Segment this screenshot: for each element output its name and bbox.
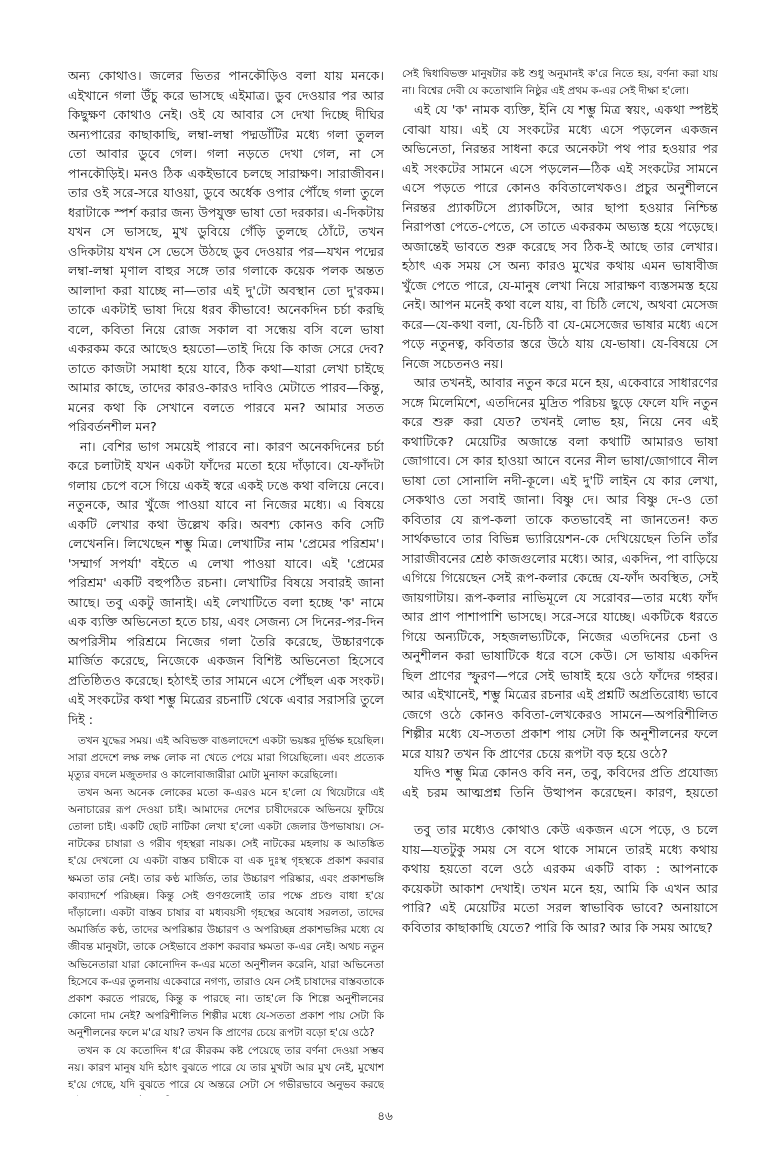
body-paragraph: তবু তার মধ্যেও কোথাও কেউ একজন এসে পড়ে, ও চলে যায়—যতটুকু সময় সে বসে থাকে সামনে তারই মধ্যে কথায় কথায় হয়তো বলে ওঠে এরকম একটি বাক্য : আপনাকে কয়েকটা আকাশ দেখাই। তখন মনে হয়, আমি কি এখন আর পারি? এই মেয়েটির মতো সরল স্বাভাবিক ভাবে? অনায়াসে কবিতার কাছাকাছি যেতে? পারি কি আর? আর কি সময় আছে? [402, 822, 718, 935]
quote-paragraph: তখন যুদ্ধের সময়। এই অবিভক্ত বাঙলাদেশে একটা ভয়ঙ্কর দুর্ভিক্ষ হয়েছিল। সারা প্রদেশে লক্ষ লক্ষ লোক না খেতে পেয়ে মারা গিয়েছিলো। এবং প্রত্যেক মৃত্যুর বদলে মজুতদার ও কালোবাজারীরা মোটা মুনাফা করেছিলো। [68, 735, 384, 782]
body-paragraph: না। বেশির ভাগ সময়েই পারবে না। কারণ অনেকদিনের চর্চা করে চলাটাই যখন একটা ফাঁদের মতো হয়ে দাঁড়াবে। যে-ফাঁদটা গলায় চেপে বসে গিয়ে একই স্বরে একই ঢঙে কথা বলিয়ে নেবে। নতুনকে, আর খুঁজে পাওয়া যাবে না নিজের মধ্যে। এ বিষয়ে একটি লেখার কথা উল্লেখ করি। অবশ্য কোনও কবি সেটি লেখেননি। লিখেছেন শম্ভু মিত্র। লেখাটির নাম 'প্রেমের পরিশ্রম'। 'সম্মার্গ সপর্যা' বইতে এ লেখা পাওয়া যাবে। এই 'প্রেমের পরিশ্রম' একটি বহুপঠিত রচনা। লেখাটির বিষয়ে সবারই জানা আছে। তবু একটু জানাই। এই লেখাটিতে বলা হচ্ছে 'ক' নামে এক ব্যক্তি অভিনেতা হতে চায়, এবং সেজন্য সে দিনের-পর-দিন অপরিসীম পরিশ্রমে নিজের গলা তৈরি করেছে, উচ্চারণকে মার্জিত করেছে, নিজেকে একজন বিশিষ্ট অভিনেতা হিসেবে প্রতিষ্ঠিতও করেছে। হঠাৎই তার সামনে এসে পৌঁছল এক সংকট। এই সংকটের কথা শম্ভু মিত্রের রচনাটি থেকে এবার সরাসরি তুলে দিই : [68, 438, 384, 727]
left-column [68, 66, 384, 1096]
right-column [402, 66, 718, 801]
quote-continuation: সেই দ্বিধাবিভক্ত মানুষটার কষ্ট শুধু অনুমানই ক'রে নিতে হয়, বর্ণনা করা যায় না। বিশ্বের দেবী যে কতোখানি নিষ্ঠুর এই প্রথম ক-এর সেই দীক্ষা হ'লো। [402, 68, 718, 98]
quote-paragraph: তখন অন্য অনেক লোকের মতো ক-এরও মনে হ'লো যে থিয়েটারে এই অনাচারের রূপ দেওয়া চাই। আমাদের দেশের চাষীদেরকে অভিনয়ে ফুটিয়ে তোলা চাই। একটি ছোট নাটিকা লেখা হ'লো একটা জেলার উপভাষায়। সে-নাটকের চাষারা ও গরীব গৃহস্থরা নায়ক। সেই নাটকের মহলায় ক আতঙ্কিত হ'য়ে দেখলো যে একটা বাস্তব চাষীকে বা এক দুঃস্থ গৃহস্থকে প্রকাশ করবার ক্ষমতা তার নেই। তার কণ্ঠ মার্জিত, তার উচ্চারণ পরিষ্কার, এবং প্রকাশভঙ্গি কাব্যাদর্শে পরিচ্ছন্ন। কিন্তু সেই গুণগুলোই তার পক্ষে প্রচণ্ড বাধা হ'য়ে দাঁড়ালো। একটা বাস্তব চাষার বা মধ্যবয়সী গৃহস্থের অবোধ সরলতা, তাদের অমার্জিত কণ্ঠ, তাদের অপরিষ্কার উচ্চারণ ও অপরিচ্ছন্ন প্রকাশভঙ্গির মধ্যে যে জীবন্ত মানুষটা, তাকে সেইভাবে প্রকাশ করবার ক্ষমতা ক-এর নেই। অথচ নতুন অভিনেতারা যারা কোনোদিন ক-এর মতো অনুশীলন করেনি, যারা অভিনেতা হিসেবে ক-এর তুলনায় একেবারে নগণ্য, তারাও যেন সেই চাষাদের বাস্তবতাকে প্রকাশ করতে পারছে, কিন্তু ক পারছে না। তাহ'লে কি শিল্পে অনুশীলনের কোনো দাম নেই? অপরিশীলিত শিল্পীর মধ্যে যে-সততা প্রকাশ পায় সেটা কি অনুশীলনের ফলে ম'রে যায়? তখন কি প্রাণের চেয়ে রূপটা বড়ো হ'য়ে ওঠে? [68, 786, 384, 1040]
block-quote [68, 733, 384, 1096]
right-column-closing [402, 820, 718, 1070]
body-paragraph: এই যে 'ক' নামক ব্যক্তি, ইনি যে শম্ভু মিত্র স্বয়ং, একথা স্পষ্টই বোঝা যায়। এই যে সংকটের মধ্যে এসে পড়লেন একজন অভিনেতা, নিরন্তর সাধনা করে অনেকটা পথ পার হওয়ার পর এই সংকটের সামনে এসে পড়লেন—ঠিক এই সংকটের সামনে এসে পড়তে পারে কোনও কবিতালেখকও। প্রচুর অনুশীলনে নিরন্তর প্র্যাকটিসে প্র্যাকটিসে, আর ছাপা হওয়ার নিশ্চিন্ত নিরাপত্তা পেতে-পেতে, সে তাতে একরকম অভ্যস্ত হয়ে পড়েছে। অজান্তেই ভাবতে শুরু করেছে সব ঠিক-ই আছে তার লেখার। হঠাৎ এক সময় সে অন্য কারও মুখের কথায় এমন ভাষাবীজ খুঁজে পেতে পারে, যে-মানুষ লেখা নিয়ে সারাক্ষণ ব্যস্তসমস্ত হয়ে নেই। আপন মনেই কথা বলে যায়, বা চিঠি লেখে, অথবা মেসেজ করে—যে-কথা বলা, যে-চিঠি বা যে-মেসেজের ভাষার মধ্যে এসে পড়ে নতুনত্ব, কবিতার স্তরে উঠে যায় যে-ভাষা। যে-বিষয়ে সে নিজে সচেতনও নয়। [402, 102, 718, 371]
page-number: ৪৬ [377, 1109, 393, 1123]
body-paragraph: আর তখনই, আবার নতুন করে মনে হয়, একেবারে সাধারণের সঙ্গে মিলেমিশে, এতদিনের মুদ্রিত পরিচয় ছুড়ে ফেলে যদি নতুন করে শুরু করা যেত? তখনই লোভ হয়, নিয়ে নেব এই কথাটিকে? মেয়েটির অজান্তে বলা কথাটি আমারও ভাষা জোগাবে। সে কার হাওয়া আনে বনের নীল ভাষা/জোগাবে নীল ভাষা তো সোনালি নদী-কূলে। এই দু'টি লাইন যে কার লেখা, সেকথাও তো সবাই জানা। বিষ্ণু দে। আর বিষ্ণু দে-ও তো কবিতার যে রূপ-কলা তাকে কতভাবেই না জানতেন! কত সার্থকভাবে তার বিভিন্ন ভ্যারিয়েশন-কে দেখিয়েছেন তিনি তাঁর সারাজীবনের শ্রেষ্ঠ কাজগুলোর মধ্যে। আর, একদিন, পা বাড়িয়ে এগিয়ে গিয়েছেন সেই রূপ-কলার কেন্দ্রে যে-ফাঁদ অবস্থিত, সেই জায়গাটায়। রূপ-কলার নাভিমূলে যে সরোবর—তার মধ্যে ফাঁদ আর প্রাণ পাশাপাশি ভাসছে। সরে-সরে যাচ্ছে। একটিকে ধরতে গিয়ে অন্যটিকে, সহজলভ্যটিকে, নিজের এতদিনের চেনা ও অনুশীলন করা ভাষাটিকে ধরে বসে কেউ। সে ভাষায় একদিন ছিল প্রাণের স্ফুরণ—পরে সেই ভাষাই হয়ে ওঠে ফাঁদের গহ্বর। আর এইখানেই, শম্ভু মিত্রের রচনার এই প্রশ্নটি অপ্রতিরোধ্য ভাবে জেগে ওঠে কোনও কবিতা-লেখকেরও সামনে—অপরিশীলিত শিল্পীর মধ্যে যে-সততা প্রকাশ পায় সেটা কি অনুশীলনের ফলে মরে যায়? তখন কি প্রাণের চেয়ে রূপটা বড় হয়ে ওঠে? [402, 375, 718, 761]
quote-paragraph: তখন ক যে কতোদিন ধ'রে কীরকম কষ্ট পেয়েছে তার বর্ণনা দেওয়া সম্ভব নয়। কারণ মানুষ যদি হঠাৎ বুঝতে পারে যে তার মুখটা আর মুখ নেই, মুখোশ হ'য়ে গেছে, যদি বুঝতে পারে যে অন্তরে সেটা সে গভীরভাবে অনুভব করছে [68, 1044, 384, 1092]
body-paragraph: যদিও শম্ভু মিত্র কোনও কবি নন, তবু, কবিদের প্রতি প্রযোজ্য এই চরম আত্মপ্রশ্ন তিনি উত্থাপন করেছেন। কারণ, হয়তো [402, 765, 718, 800]
body-paragraph: অন্য কোথাও। জলের ভিতর পানকৌড়িও বলা যায় মনকে। এইখানে গলা উঁচু করে ভাসছে এইমাত্র। ডুব দেওয়ার পর আর কিছুক্ষণ কোথাও নেই। ওই যে আবার সে দেখা দিচ্ছে দীঘির অন্যপারের কাছাকাছি, লম্বা-লম্বা পদ্মডাঁটির মধ্যে গলা তুলল তো আবার ডুবে গেল। গলা নড়তে দেখা গেল, না সে পানকৌড়িই। মনও ঠিক একইভাবে চলছে সারাক্ষণ। সারাজীবন। তার ওই সরে-সরে যাওয়া, ডুবে অর্ধেক ওপার পৌঁছে গলা তুলে ধরাটাকে স্পর্শ করার জন্য উপযুক্ত ভাষা তো দরকার। এ-দিকটায় যখন সে ভাসছে, মুখ ডুবিয়ে গেঁড়ি তুলছে ঠোঁটে, তখন ওদিকটায় যখন সে ভেসে উঠছে ডুব দেওয়ার পর—যখন পদ্মের লম্বা-লম্বা মৃণাল বাহুর সঙ্গে তার গলাকে কয়েক পলক অন্তত আলাদা করা যাচ্ছে না—তার এই দু'টো অবস্থান তো দু'রকম। তাকে একটাই ভাষা দিয়ে ধরব কীভাবে! অনেকদিন চর্চা করছি বলে, কবিতা নিয়ে রোজ সকাল বা সন্ধেয় বসি বলে ভাষা একরকম করে আছেও হয়তো—তাই দিয়ে কি কাজ সেরে দেব? তাতে কাজটা সমাধা হয়ে যাবে, ঠিক কথা—যারা লেখা চাইছে আমার কাছে, তাদের কারও-কারও দাবিও মেটাতে পারব—কিন্তু, মনের কথা কি সেখানে বলতে পারবে মন? আমার সতত পরিবর্তনশীল মন? [68, 68, 384, 434]
